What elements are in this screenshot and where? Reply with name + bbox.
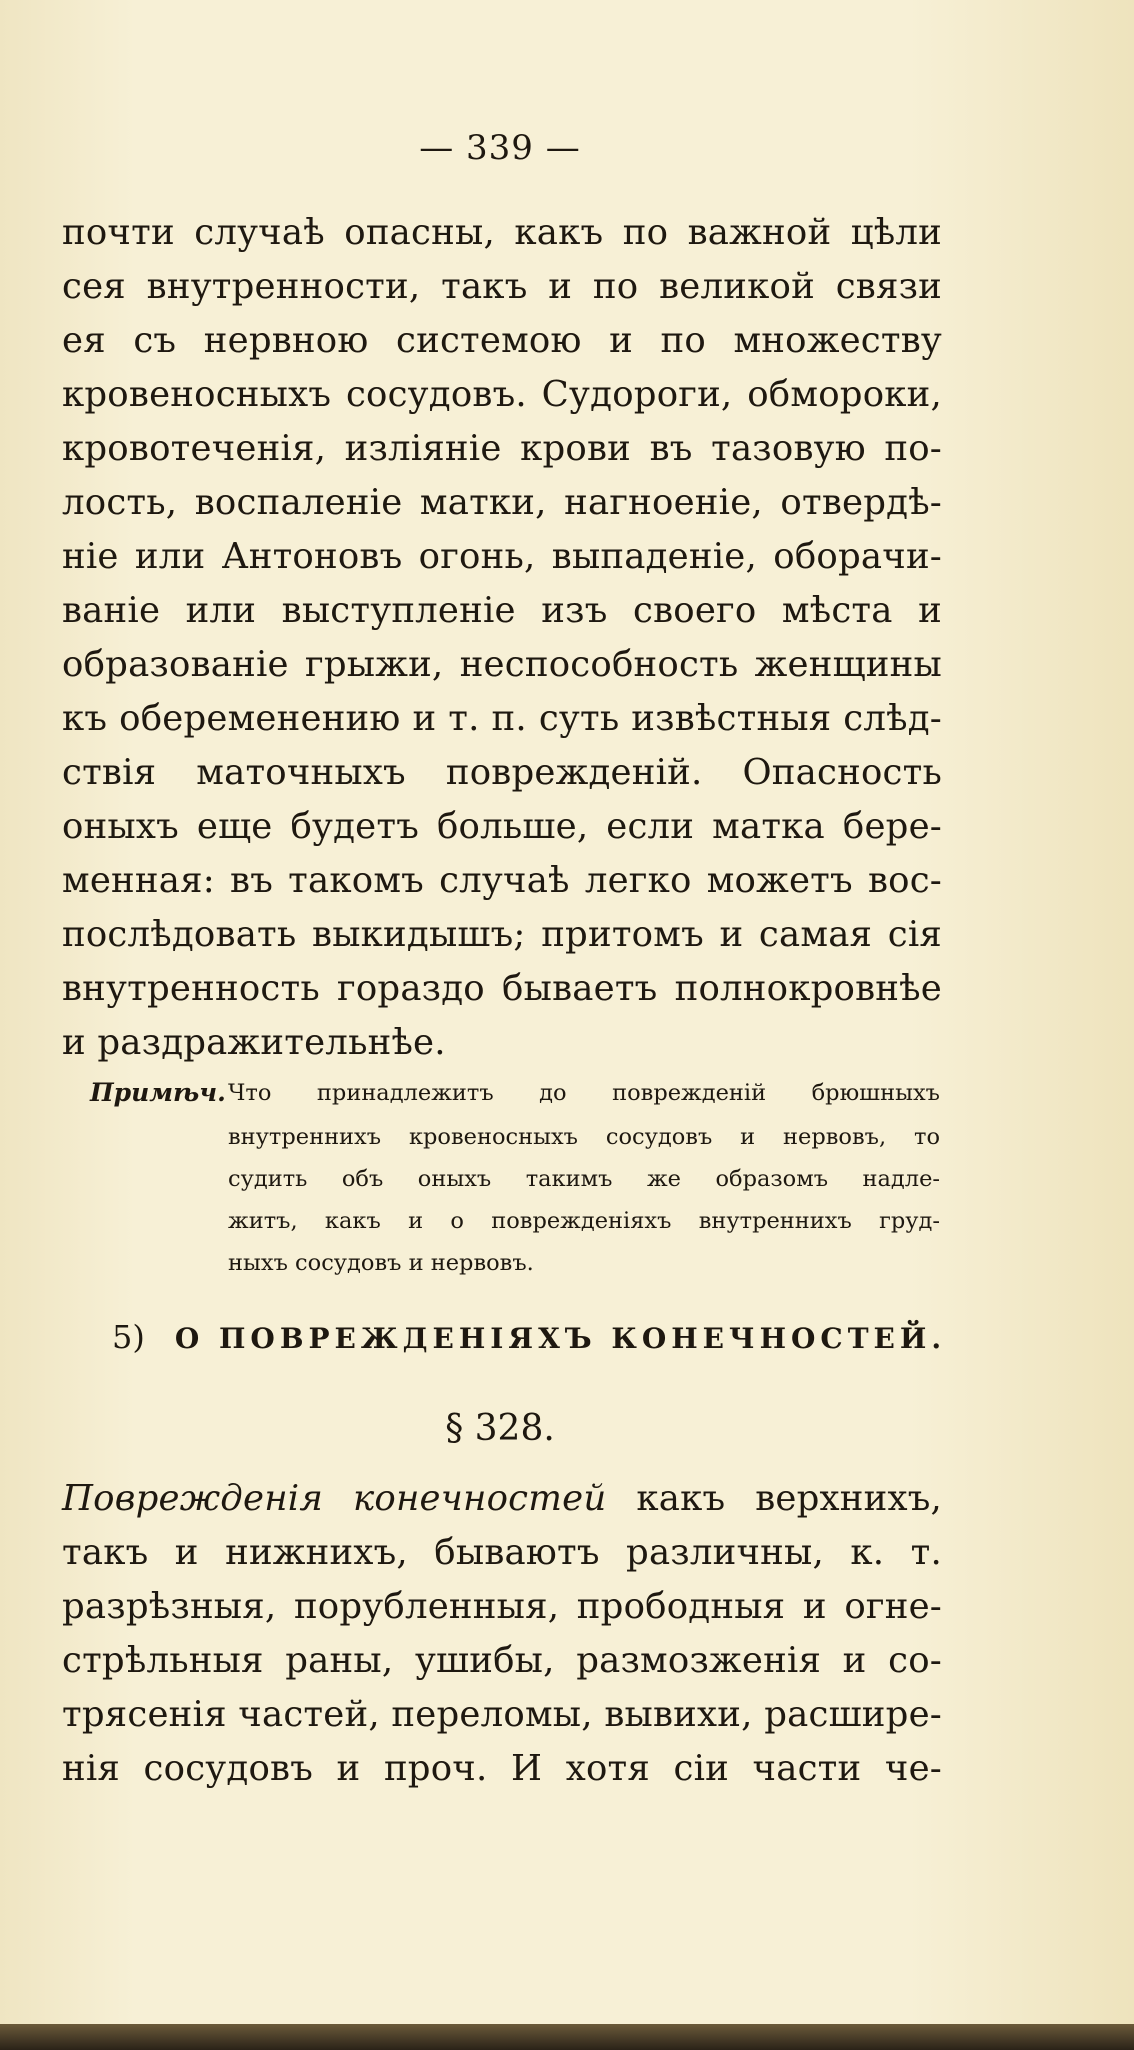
section-heading bbox=[112, 1318, 946, 1356]
body-line: послѣдовать выкидышъ; притомъ и самая сія bbox=[62, 914, 942, 955]
note-label: Примѣч. bbox=[90, 1078, 226, 1107]
body-line: ваніе или выступленіе изъ своего мѣста и bbox=[62, 590, 942, 631]
paragraph-line: разрѣзныя, порубленныя, прободныя и огне- bbox=[62, 1586, 942, 1627]
body-line: внутренность гораздо бываетъ полнокровнѣе bbox=[62, 968, 942, 1009]
body-line: и раздражительнѣе. bbox=[62, 1022, 446, 1063]
body-line: почти случаѣ опасны, какъ по важной цѣли bbox=[62, 212, 942, 253]
body-line: образованіе грыжи, неспособность женщины bbox=[62, 644, 942, 685]
body-line: къ обеременению и т. п. суть извѣстныя слѣд- bbox=[62, 698, 942, 739]
section-number: 5) bbox=[112, 1318, 145, 1356]
paragraph-line: нія сосудовъ и проч. И хотя сіи части че- bbox=[62, 1748, 942, 1789]
note-line: внутреннихъ кровеносныхъ сосудовъ и нервовъ, то bbox=[228, 1124, 940, 1150]
paragraph-lead-italic: Поврежденія конечностей bbox=[62, 1478, 607, 1519]
body-line: ніе или Антоновъ огонь, выпаденіе, оборачи- bbox=[62, 536, 942, 577]
body-line: сея внутренности, такъ и по великой связи bbox=[62, 266, 942, 307]
page-number: — 339 — bbox=[419, 128, 581, 168]
body-line: кровеносныхъ сосудовъ. Судороги, обмороки, bbox=[62, 374, 942, 415]
body-line: менная: въ такомъ случаѣ легко можетъ вос- bbox=[62, 860, 942, 901]
note-line: ныхъ сосудовъ и нервовъ. bbox=[228, 1250, 534, 1276]
note-line: судить объ оныхъ такимъ же образомъ надле- bbox=[228, 1166, 940, 1192]
body-line: оныхъ еще будетъ больше, если матка бере- bbox=[62, 806, 942, 847]
paragraph-first-line-rest: какъ верхнихъ, bbox=[636, 1478, 942, 1519]
body-line: ствія маточныхъ поврежденій. Опасность bbox=[62, 752, 942, 793]
paragraph-line: стрѣльныя раны, ушибы, размозженія и со- bbox=[62, 1640, 942, 1681]
body-line: ея съ нервною системою и по множеству bbox=[62, 320, 942, 361]
body-line: кровотеченія, изліяніе крови въ тазовую по- bbox=[62, 428, 942, 469]
paragraph-number: § 328. bbox=[445, 1408, 555, 1449]
page-bottom-edge bbox=[0, 2024, 1134, 2050]
section-title: О ПОВРЕЖДЕНІЯХЪ КОНЕЧНОСТЕЙ. bbox=[174, 1322, 947, 1355]
note-line: Что принадлежитъ до поврежденій брюшныхъ bbox=[228, 1080, 940, 1106]
note-line: житъ, какъ и о поврежденіяхъ внутреннихъ груд- bbox=[228, 1208, 940, 1234]
paragraph-line: такъ и нижнихъ, бываютъ различны, к. т. bbox=[62, 1532, 942, 1573]
body-line: лость, воспаленіе матки, нагноеніе, отвердѣ- bbox=[62, 482, 942, 523]
paragraph-line: трясенія частей, переломы, вывихи, расшире- bbox=[62, 1694, 942, 1735]
paragraph-first-line bbox=[62, 1478, 942, 1519]
